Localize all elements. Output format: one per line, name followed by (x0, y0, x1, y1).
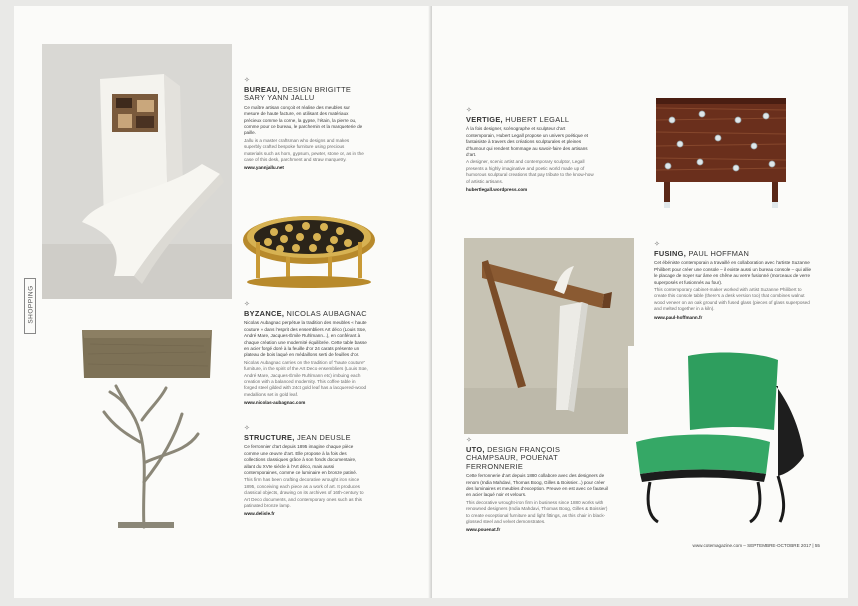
article-text-en: A designer, scenic artist and contemporary sculptor, Legall presents a highly imaginative and poetic world made up of humorous sculptural creations that pay tribute to the know-how of artistic artisans. (466, 159, 594, 184)
bulb-icon: ✧ (466, 437, 472, 444)
section-tab (24, 278, 36, 334)
bulb-icon: ✧ (244, 77, 250, 84)
article-website-link[interactable]: www.pouenat.fr (466, 527, 501, 533)
article-structure (244, 426, 366, 518)
uto-armchair-photo (628, 346, 818, 536)
article-text-fr: Cette ferronnerie d’art depuis 1880 collabore avec des designers de renom (India Mahdavi, Thomas Boog, Gilles & Boissier...) pour créer des luminaires et meubles d’exception. Preuve en est avec ce fauteuil en acier laqué noir et velours. (466, 473, 608, 498)
bulb-icon: ✧ (654, 241, 660, 248)
byzance-table-photo (234, 202, 384, 292)
page-footer: www.cotemagazine.com – SEPTEMBRE-OCTOBRE 2017 | 55 (692, 543, 820, 548)
article-text-en: Jallu is a master craftsman who designs and makes superbly crafted bespoke furniture using precious materials such as horn, gypsum, pewter, stone or, as in the case of this desk, parchment and straw marquetry. (244, 137, 364, 163)
article-text-fr: Nicolas Aubagnac perpétue la tradition des meubles « haute couture » dans l’esprit des ensembliers Art déco (Louis Süe, André Mare, Jacques-Émile Ruhlmann...), en conférant à chaque création une modernité équilibrée. Cette table basse en acier forgé doré à la feuille d’or 24 carats présente un plateau de bois laqué en médaillons serti de feuilles d’or. (244, 320, 367, 358)
bureau-desk-photo (42, 44, 232, 299)
article-bureau (244, 78, 364, 172)
article-text-en: This decorative wrought-iron firm in business since 1880 works with renowned designers (India Mahdavi, Thomas Boog, Gilles & Boissier) to create exceptional furniture and light fittings, as this chair in black-glossed steel and velvet demonstrates. (466, 499, 608, 525)
article-vertige (466, 108, 594, 193)
article-heading: BYZANCE, NICOLAS AUBAGNAC (244, 309, 367, 318)
article-heading: STRUCTURE, JEAN DEUSLE (244, 433, 351, 442)
article-heading: BUREAU, DESIGN BRIGITTE SARY YANN JALLU (244, 85, 352, 103)
article-text-en: This firm has been crafting decorative wrought iron since 1895, conceiving each piece as a work of art. It produces classical objects, drawing on its archives of 16th-century to Art Deco documents, and contemporary ones such as this patinated bronze lamp. (244, 477, 364, 509)
left-page (14, 6, 434, 598)
article-text-fr: À la fois designer, scénographe et sculpteur d’art contemporain, Hubert Legall propose un univers poétique et fantaisiste à travers des créations sculpturales et pleines d’humour qui rendent hommage au savoir-faire des artisans d’art. (466, 126, 589, 158)
article-text-en: This contemporary cabinet-maker worked with artist Suzanne Philibert to create this console table (there’s a desk version too) that combines walnut wood veneer on an oak ground with fused glass (pieces of glass superposed and melted together in a kiln). (654, 287, 810, 312)
article-website-link[interactable]: www.paul-hoffmann.fr (654, 314, 703, 320)
article-text-fr: Cet ébéniste contemporain a travaillé en collaboration avec l’artiste Suzanne Philibert pour créer une console – il existe aussi un bureau console – qui allie le placage de noyer sur âme en chêne au verre fusionné (morceaux de verre superposés et fusionnés au four). (654, 260, 812, 285)
article-website-link[interactable]: www.yannjallu.net (244, 165, 284, 171)
article-heading: FUSING, PAUL HOFFMAN (654, 249, 750, 258)
article-text-fr: Ce ferronnier d’art depuis 1895 imagine chaque pièce comme une œuvre d’art. Elle propose à la fois des collections classiques grâce à son fonds documentaire, allant du XVIe siècle à l’Art déco, mais aussi contemporaines, comme ce luminaire en bronze patiné. (244, 444, 358, 476)
article-website-link[interactable]: www.nicolas-aubagnac.com (244, 400, 306, 406)
bulb-icon: ✧ (244, 301, 250, 308)
section-tab-label: SHOPPING (27, 285, 35, 324)
article-heading: UTO, DESIGN FRANÇOIS CHAMPSAUR, POUENAT FERRONNERIE (466, 445, 561, 471)
article-uto (466, 438, 612, 534)
article-text-en: Nicolas Aubagnac carries on the tradition of “haute couture” furniture, in the spirit of the Art Deco ensembliers (Louis Süe, André Mare, Jacques-Émile Ruhlmann etc) imbuing each creation with a balanced modernity. This coffee table in forged steel gilded with 24ct gold leaf has a lacquered-wood medallions set in gold leaf. (244, 359, 368, 397)
bulb-icon: ✧ (466, 107, 472, 114)
article-byzance (244, 302, 368, 407)
article-website-link[interactable]: hubertlegall.wordpress.com (466, 187, 528, 193)
article-fusing (654, 242, 812, 321)
fusing-console-photo (464, 238, 634, 434)
article-text-fr: Ce maître artisan conçoit et réalise des meubles sur mesure de haute facture, en utilisant des matériaux précieux comme la corne, la gypse, l’étain, la pierre ou, comme pour ce bureau, le parchemin et la marqueterie de paille. (244, 104, 363, 136)
right-page (432, 6, 848, 598)
vertige-cabinet-photo (642, 90, 802, 220)
structure-lamp-photo (70, 322, 220, 532)
article-heading: VERTIGE, HUBERT LEGALL (466, 115, 570, 124)
article-website-link[interactable]: www.delisle.fr (244, 511, 275, 517)
bulb-icon: ✧ (244, 425, 250, 432)
